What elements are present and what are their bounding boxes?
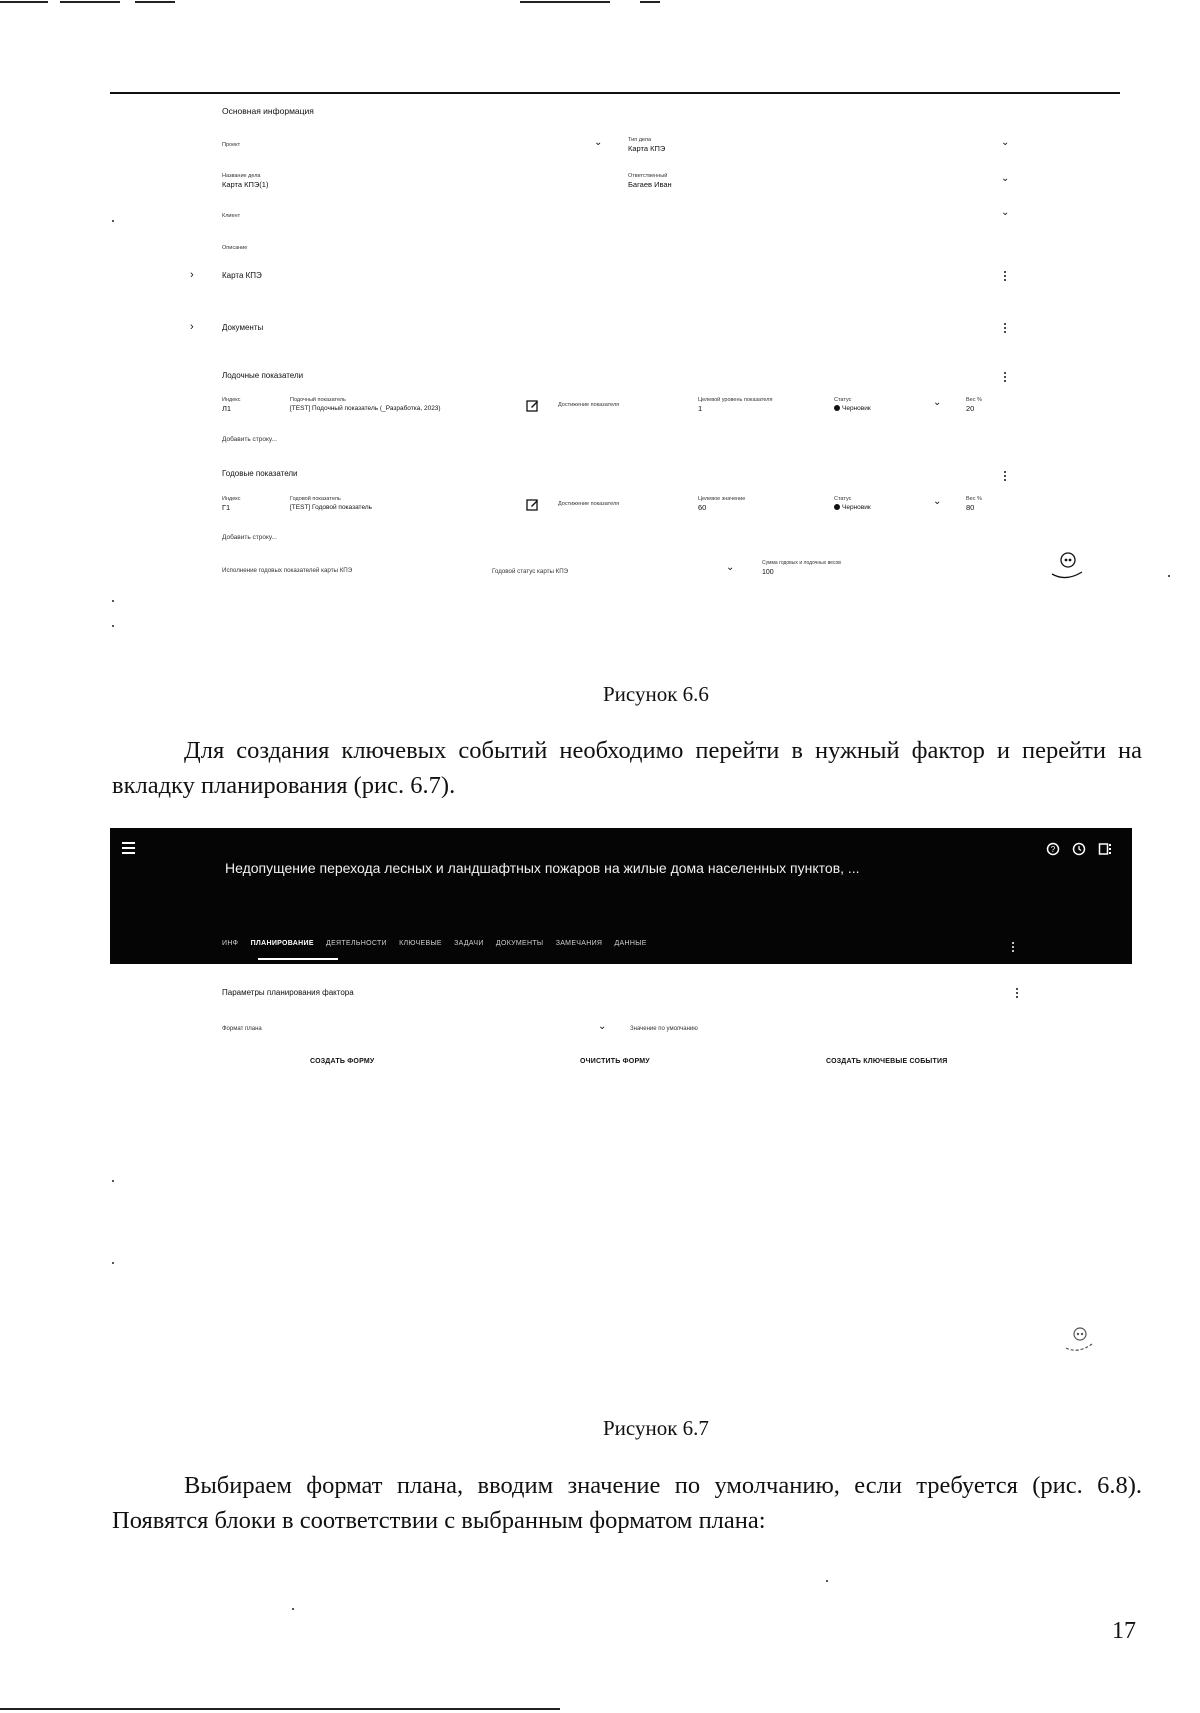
factor-tabs bbox=[222, 940, 657, 947]
scan-speck bbox=[826, 1580, 828, 1582]
chat-assist-icon[interactable] bbox=[1048, 550, 1088, 582]
description-label: Описание bbox=[222, 245, 248, 251]
tab-activities[interactable]: ДЕЯТЕЛЬНОСТИ bbox=[326, 940, 387, 947]
scan-top-marks bbox=[0, 0, 1200, 8]
client-chevron-down-icon[interactable]: ⌄ bbox=[1001, 207, 1010, 218]
tab-planning[interactable]: ПЛАНИРОВАНИЕ bbox=[250, 940, 314, 947]
sub-indicator-edit-icon[interactable] bbox=[526, 399, 539, 412]
scan-speck bbox=[112, 1262, 114, 1264]
annual-target-label: Целевое значение bbox=[698, 496, 746, 502]
scan-bottom-rule bbox=[0, 1708, 560, 1710]
figure-6-6-caption: Рисунок 6.6 bbox=[603, 682, 709, 706]
svg-text:?: ? bbox=[1050, 845, 1056, 854]
sub-weight-label: Вес % bbox=[966, 397, 982, 403]
sub-status-label: Статус bbox=[834, 397, 852, 403]
annual-target-value[interactable]: 60 bbox=[698, 503, 707, 512]
scan-speck bbox=[112, 600, 114, 602]
sub-indicators-section-title: Лодочные показатели bbox=[222, 371, 304, 380]
active-tab-indicator bbox=[258, 958, 338, 960]
panel-icon[interactable] bbox=[1098, 842, 1112, 856]
documents-chevron-right-icon[interactable]: › bbox=[190, 321, 194, 333]
planning-params-more-vert-icon[interactable] bbox=[1016, 988, 1019, 1000]
weights-sum-label: Сумма годовых и лодочных весов bbox=[762, 560, 841, 566]
scan-speck bbox=[112, 625, 114, 627]
sub-indicator-label: Подочный показатель bbox=[290, 397, 346, 403]
name-value[interactable]: Карта КПЭ(1) bbox=[222, 180, 269, 189]
sub-status-value[interactable]: Черновик bbox=[834, 404, 871, 413]
sub-achievement-label[interactable]: Достижение показателя bbox=[558, 402, 620, 408]
annual-status-label: Статус bbox=[834, 496, 852, 502]
sub-target-value[interactable]: 1 bbox=[698, 404, 703, 413]
app-bar bbox=[110, 828, 1132, 964]
paragraph-choose-plan-format: Выбираем формат плана, вводим значение по умолчанию, если требуется (рис. 6.8). Появятся блоки в соответствии с выбранным форматом плана: bbox=[112, 1472, 1142, 1534]
tab-key[interactable]: КЛЮЧЕВЫЕ bbox=[399, 940, 442, 947]
plan-format-chevron-down-icon[interactable]: ⌄ bbox=[598, 1021, 607, 1032]
annual-indicator-edit-icon[interactable] bbox=[526, 498, 539, 511]
history-icon[interactable] bbox=[1072, 842, 1086, 856]
tab-info[interactable]: ИНФ bbox=[222, 940, 239, 947]
planning-params-title: Параметры планирования фактора bbox=[222, 988, 354, 997]
figure-6-7-caption: Рисунок 6.7 bbox=[603, 1416, 709, 1440]
map-type-chevron-down-icon[interactable]: ⌄ bbox=[1001, 137, 1010, 148]
documents-section-title[interactable]: Документы bbox=[222, 323, 264, 332]
menu-icon[interactable] bbox=[122, 842, 135, 857]
figure-6-7-screenshot bbox=[110, 828, 1132, 1388]
annual-weight-value[interactable]: 80 bbox=[966, 503, 975, 512]
annual-indicator-label: Годовой показатель bbox=[290, 496, 341, 502]
kpi-map-section-title[interactable]: Карта КПЭ bbox=[222, 271, 262, 280]
figure-top-rule bbox=[110, 92, 1120, 94]
project-label: Проект bbox=[222, 142, 241, 148]
name-label: Название дела bbox=[222, 173, 261, 179]
figure-6-6-screenshot bbox=[110, 88, 1120, 648]
weights-sum-value: 100 bbox=[762, 569, 774, 576]
scan-speck bbox=[1168, 575, 1170, 577]
annual-indicator-value[interactable]: [TEST] Годовой показатель bbox=[290, 504, 373, 511]
sub-index-label: Индекс bbox=[222, 397, 241, 403]
status-dot-icon bbox=[834, 405, 840, 411]
annual-weight-label: Вес % bbox=[966, 496, 982, 502]
main-info-section-title: Основная информация bbox=[222, 106, 314, 116]
factor-title: Недопущение перехода лесных и ландшафтных пожаров на жилые дома населенных пунктов, ... bbox=[225, 860, 860, 876]
sub-index-value[interactable]: Л1 bbox=[222, 404, 232, 413]
responsible-value[interactable]: Багаев Иван bbox=[628, 180, 672, 189]
map-type-value[interactable]: Карта КПЭ bbox=[628, 144, 666, 153]
add-row-link-1[interactable]: Добавить строку... bbox=[222, 436, 277, 443]
tab-data[interactable]: ДАННЫЕ bbox=[614, 940, 647, 947]
sub-target-label: Целевой уровень показателя bbox=[698, 397, 773, 403]
status-dot-icon bbox=[834, 504, 840, 510]
scan-speck bbox=[292, 1608, 294, 1610]
annual-index-label: Индекс bbox=[222, 496, 241, 502]
annual-status-map-label[interactable]: Годовой статус карты КПЭ bbox=[492, 568, 569, 575]
chat-assist-icon[interactable] bbox=[1060, 1324, 1100, 1356]
sub-indicator-value[interactable]: [TEST] Подочный показатель (_Разработка, 2023) bbox=[290, 405, 441, 412]
default-value-field[interactable]: Значение по умолчанию bbox=[630, 1026, 698, 1032]
plan-format-field[interactable]: Формат плана bbox=[222, 1026, 262, 1032]
paragraph-create-key-events: Для создания ключевых событий необходимо перейти в нужный фактор и перейти на вкладку планирования (рис. 6.7). bbox=[112, 737, 1142, 799]
tabs-more-vert-icon[interactable] bbox=[1012, 942, 1015, 954]
sub-weight-value[interactable]: 20 bbox=[966, 404, 975, 413]
responsible-label: Ответственный bbox=[628, 173, 668, 179]
create-key-events-button[interactable]: СОЗДАТЬ КЛЮЧЕВЫЕ СОБЫТИЯ bbox=[826, 1058, 948, 1065]
map-type-label: Тип дела bbox=[628, 137, 652, 143]
create-form-button[interactable]: СОЗДАТЬ ФОРМУ bbox=[310, 1058, 375, 1065]
sub-status-chevron-down-icon[interactable]: ⌄ bbox=[933, 397, 942, 408]
tab-remarks[interactable]: ЗАМЕЧАНИЯ bbox=[555, 940, 603, 947]
add-row-link-2[interactable]: Добавить строку... bbox=[222, 534, 277, 541]
annual-status-chevron-down-icon[interactable]: ⌄ bbox=[933, 496, 942, 507]
client-label: Клиент bbox=[222, 213, 241, 219]
annual-index-value[interactable]: Г1 bbox=[222, 503, 231, 512]
scan-speck bbox=[112, 220, 114, 222]
annual-status-value[interactable]: Черновик bbox=[834, 503, 871, 512]
documents-more-vert-icon[interactable] bbox=[1004, 323, 1007, 335]
annual-status-map-chevron-down-icon[interactable]: ⌄ bbox=[726, 562, 735, 573]
responsible-chevron-down-icon[interactable]: ⌄ bbox=[1001, 173, 1010, 184]
tab-documents[interactable]: ДОКУМЕНТЫ bbox=[495, 940, 544, 947]
annual-achievement-label[interactable]: Достижение показателя bbox=[558, 501, 620, 507]
annual-indicators-section-title: Годовые показатели bbox=[222, 469, 298, 478]
sub-indicators-more-vert-icon[interactable] bbox=[1004, 372, 1007, 384]
annual-indicators-more-vert-icon[interactable] bbox=[1004, 471, 1007, 483]
execution-label: Исполнение годовых показателей карты КПЭ bbox=[222, 567, 353, 574]
help-icon[interactable] bbox=[1046, 842, 1060, 856]
tab-tasks[interactable]: ЗАДАЧИ bbox=[454, 940, 484, 947]
clear-form-button[interactable]: ОЧИСТИТЬ ФОРМУ bbox=[580, 1058, 650, 1065]
kpi-map-more-vert-icon[interactable] bbox=[1004, 271, 1007, 283]
page-number: 17 bbox=[1112, 1618, 1136, 1644]
scan-speck bbox=[112, 1180, 114, 1182]
project-chevron-down-icon[interactable]: ⌄ bbox=[594, 137, 603, 148]
kpi-map-chevron-right-icon[interactable]: › bbox=[190, 269, 194, 281]
